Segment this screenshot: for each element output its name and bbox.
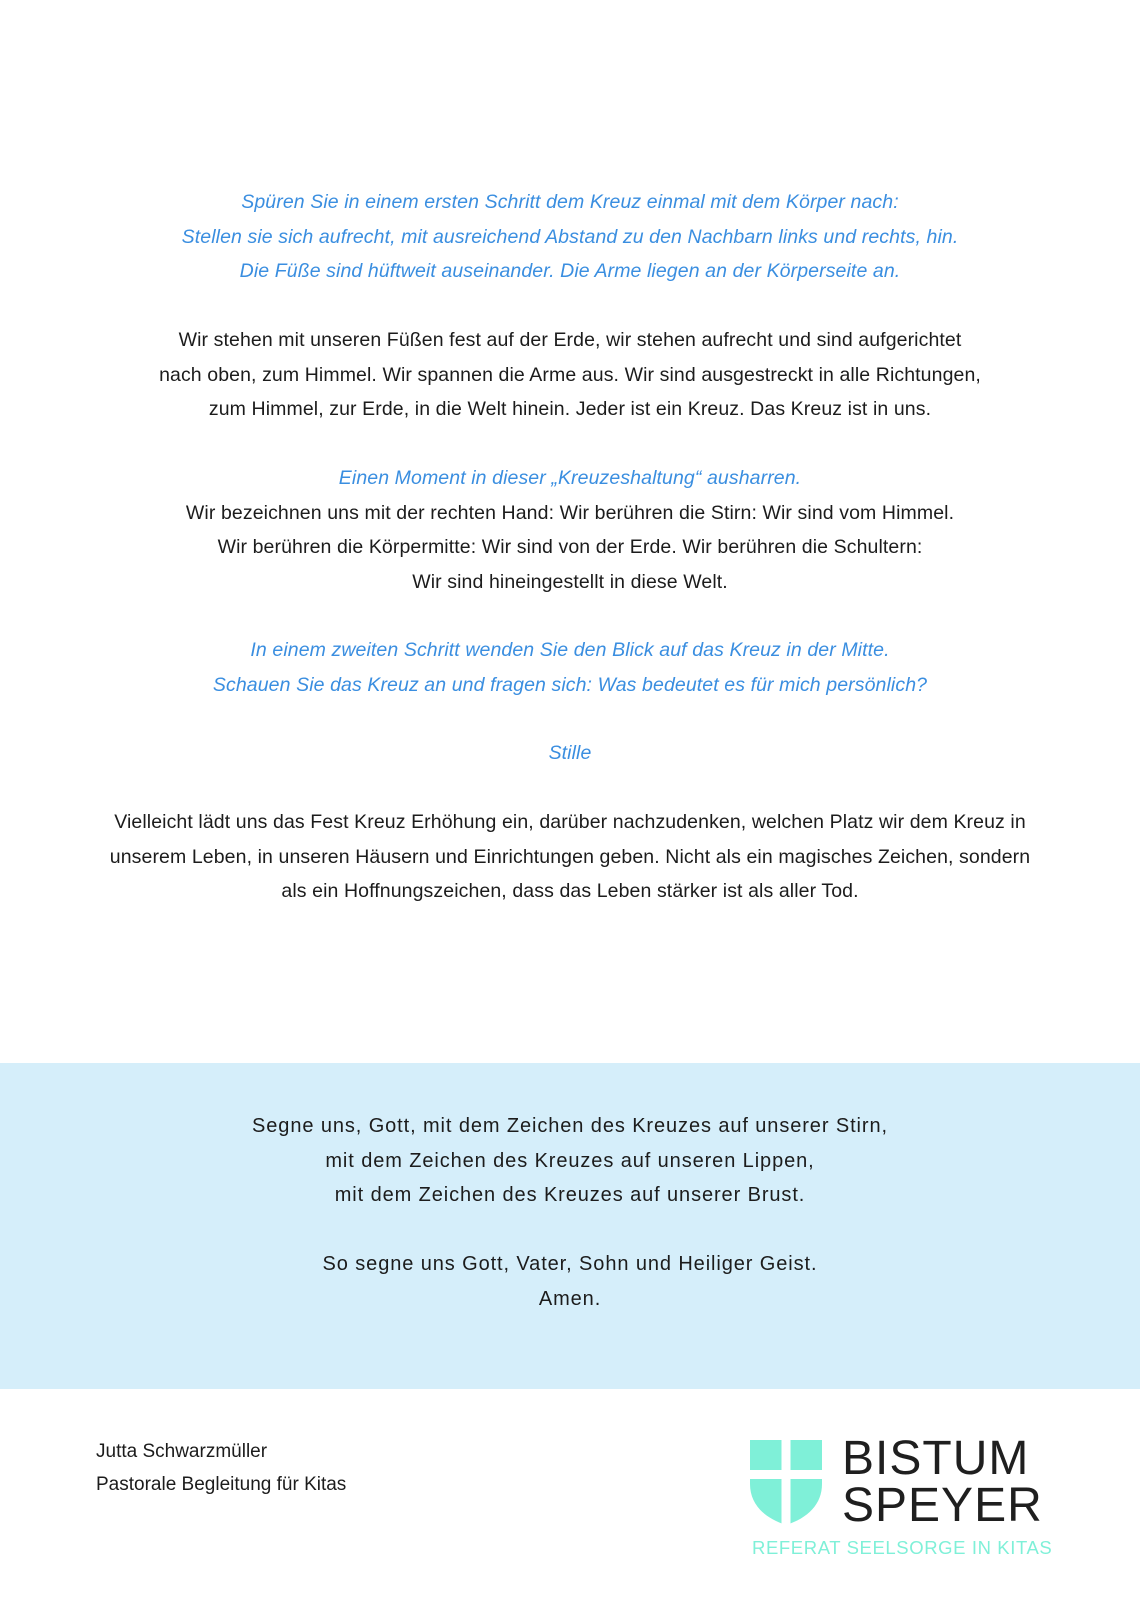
logo-word-bistum: BISTUM (842, 1432, 1030, 1485)
text-line: zum Himmel, zur Erde, in die Welt hinein. Jeder ist ein Kreuz. Das Kreuz ist in uns. (208, 398, 932, 420)
text-line: In einem zweiten Schritt wenden Sie den Blick auf das Kreuz in der Mitte. (250, 639, 890, 661)
logo-subtitle: REFERAT SEELSORGE IN KITAS (752, 1537, 1053, 1558)
author-block (96, 1436, 346, 1501)
text-line: Amen. (538, 1287, 602, 1310)
body-paragraph-1 (0, 323, 1140, 427)
logo-word-speyer: SPEYER (842, 1479, 1043, 1532)
text-line: Stellen sie sich aufrecht, mit ausreichend Abstand zu den Nachbarn links und rechts, hin. (181, 225, 959, 248)
instruction-line: Einen Moment in dieser „Kreuzeshaltung“ ausharren. (338, 467, 802, 489)
text-line: unserem Leben, in unseren Häusern und Einrichtungen geben. Nicht als ein magisches Zeichen, sondern (109, 845, 1031, 868)
body-paragraph-3 (0, 805, 1140, 909)
text-line: mit dem Zeichen des Kreuzes auf unseren Lippen, (325, 1149, 815, 1172)
text-line: Wir berühren die Körpermitte: Wir sind von der Erde. Wir berühren die Schultern: (217, 536, 923, 558)
text-line: Segne uns, Gott, mit dem Zeichen des Kreuzes auf unserer Stirn, (252, 1115, 888, 1137)
text-line: Stille (548, 742, 592, 764)
silence-label (0, 736, 1140, 771)
text-line: So segne uns Gott, Vater, Sohn und Heiliger Geist. (322, 1253, 818, 1275)
text-line: Wir stehen mit unseren Füßen fest auf der Erde, wir stehen aufrecht und sind aufgerichtet (178, 329, 962, 351)
text-line: nach oben, zum Himmel. Wir spannen die Arme aus. Wir sind ausgestreckt in alle Richtungen, (159, 363, 981, 386)
bistum-speyer-logo (750, 1432, 1070, 1562)
text-line: Wir sind hineingestellt in diese Welt. (412, 570, 728, 593)
text-line: Spüren Sie in einem ersten Schritt dem Kreuz einmal mit dem Körper nach: (241, 191, 899, 213)
text-line: Wir bezeichnen uns mit der rechten Hand: Wir berühren die Stirn: Wir sind vom Himmel. (185, 501, 955, 524)
text-line: Die Füße sind hüftweit auseinander. Die Arme liegen an der Körperseite an. (239, 260, 901, 282)
blessing-stanza-1 (0, 1109, 1140, 1213)
blessing-stanza-2 (0, 1247, 1140, 1316)
instruction-paragraph-2 (0, 633, 1140, 702)
text-line: mit dem Zeichen des Kreuzes auf unserer Brust. (334, 1184, 806, 1206)
text-line: Vielleicht lädt uns das Fest Kreuz Erhöhung ein, darüber nachzudenken, welchen Platz wir dem Kreuz in (114, 811, 1026, 833)
author-name: Jutta Schwarzmüller (96, 1441, 268, 1462)
text-line: Schauen Sie das Kreuz an und fragen sich: Was bedeutet es für mich persönlich? (212, 673, 928, 696)
body-paragraph-2 (0, 461, 1140, 599)
author-role: Pastorale Begleitung für Kitas (96, 1473, 347, 1495)
cross-shield-icon (750, 1440, 822, 1525)
instruction-paragraph-1 (0, 185, 1140, 289)
text-line: als ein Hoffnungszeichen, dass das Leben stärker ist als aller Tod. (281, 880, 859, 902)
